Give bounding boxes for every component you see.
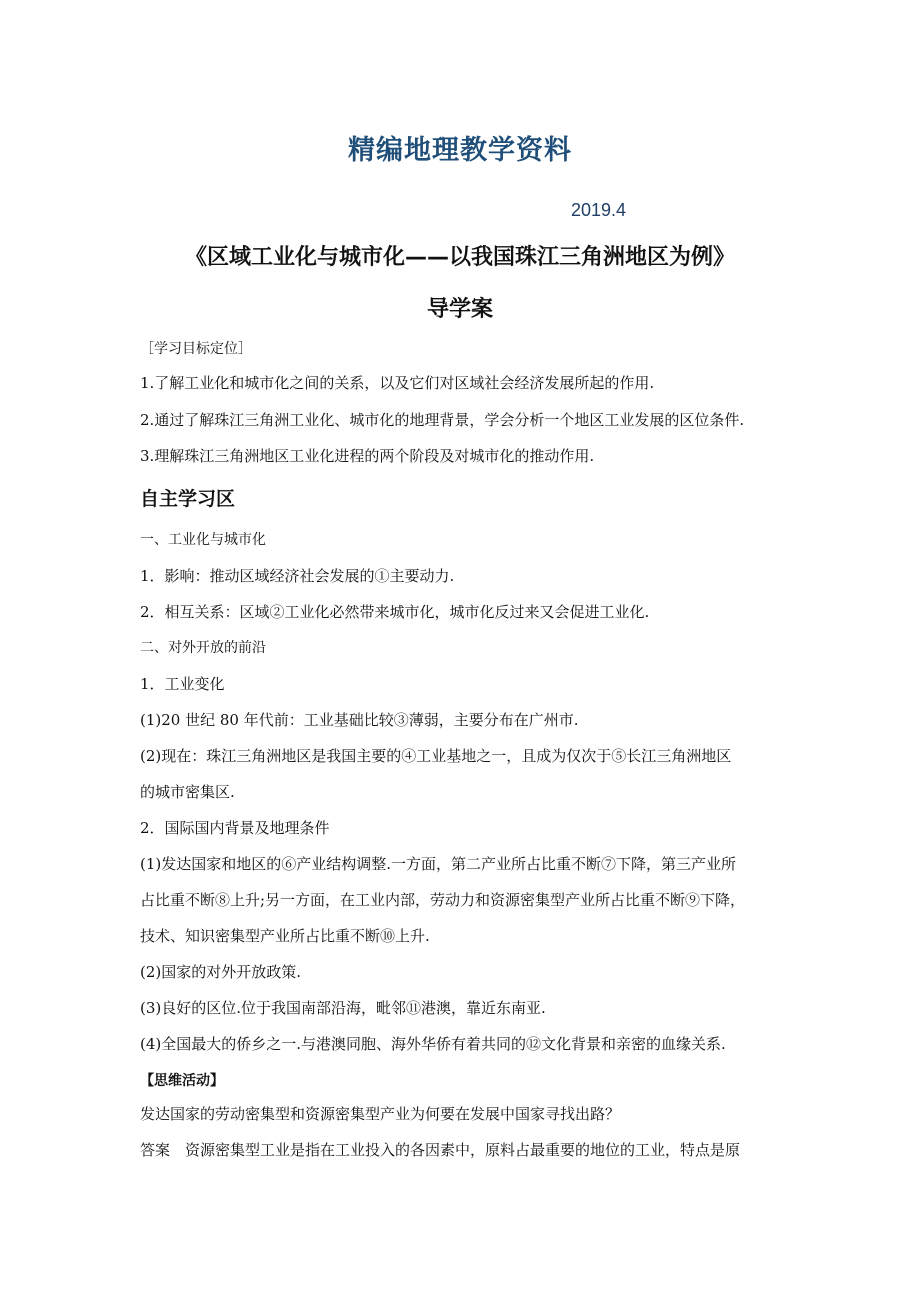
part2-sub2-item: (4)全国最大的侨乡之一.与港澳同胞、海外华侨有着共同的⑫文化背景和亲密的血缘关系.	[140, 1035, 726, 1053]
part2-sub1-title: 1．工业变化	[140, 675, 225, 693]
objective-item: 3.理解珠江三角洲地区工业化进程的两个阶段及对城市化的推动作用.	[140, 447, 595, 465]
part2-sub2-item: (2)国家的对外开放政策.	[140, 963, 302, 981]
part2-sub2-item: 占比重不断⑧上升;另一方面，在工业内部，劳动力和资源密集型产业所占比重不断⑨下降，	[140, 891, 746, 909]
objective-item: 1.了解工业化和城市化之间的关系，以及它们对区域社会经济发展所起的作用.	[140, 374, 655, 392]
part2-title: 二、对外开放的前沿	[140, 640, 266, 656]
thinking-label: 【思维活动】	[140, 1073, 224, 1089]
document-date: 2019.4	[571, 200, 627, 220]
document-subtitle: 导学案	[426, 297, 493, 322]
part2-sub2-item: (1)发达国家和地区的⑥产业结构调整.一方面，第二产业所占比重不断⑦下降，第三产业所	[140, 855, 737, 873]
part1-title: 一、工业化与城市化	[140, 532, 266, 548]
part1-item: 1．影响：推动区域经济社会发展的①主要动力.	[140, 567, 455, 585]
part2-sub1-item: (2)现在：珠江三角洲地区是我国主要的④工业基地之一，且成为仅次于⑤长江三角洲地区	[140, 747, 732, 765]
part1-item: 2．相互关系：区域②工业化必然带来城市化，城市化反过来又会促进工业化.	[140, 603, 650, 621]
part2-sub2-item: 技术、知识密集型产业所占比重不断⑩上升.	[140, 927, 430, 945]
objectives-label: ［学习目标定位］	[140, 341, 252, 357]
part2-sub2-item: (3)良好的区位.位于我国南部沿海，毗邻⑪港澳，靠近东南亚.	[140, 999, 546, 1017]
part2-sub2-title: 2．国际国内背景及地理条件	[140, 819, 330, 837]
objective-item: 2.通过了解珠江三角洲工业化、城市化的地理背景，学会分析一个地区工业发展的区位条件.	[140, 411, 745, 429]
part2-sub1-item: (1)20 世纪 80 年代前：工业基础比较③薄弱，主要分布在广州市.	[140, 711, 579, 729]
thinking-question: 发达国家的劳动密集型和资源密集型产业为何要在发展中国家寻找出路？	[140, 1105, 621, 1123]
thinking-answer: 答案 资源密集型工业是指在工业投入的各因素中，原料占最重要的地位的工业，特点是原	[140, 1141, 741, 1159]
brand-title: 精编地理教学资料	[348, 135, 572, 166]
part2-sub1-item: 的城市密集区.	[140, 783, 235, 801]
self-study-heading: 自主学习区	[140, 488, 236, 510]
document-title: 《区域工业化与城市化——以我国珠江三角洲地区为例》	[184, 245, 735, 270]
